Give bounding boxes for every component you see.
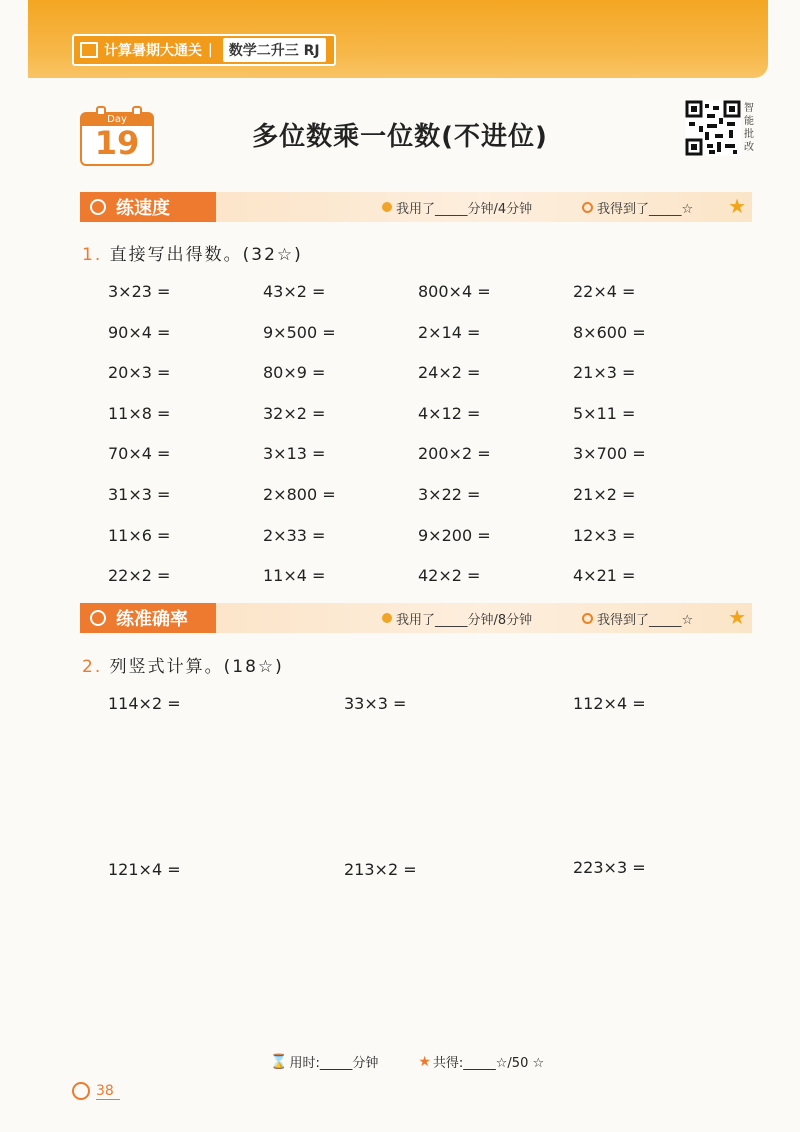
calc-item: 42×2 =	[418, 566, 481, 586]
question-2	[82, 652, 284, 677]
calc-item: 11×8 =	[108, 403, 171, 423]
top-banner	[28, 0, 768, 78]
series-title: 计算暑期大通关	[104, 43, 202, 59]
check-icon	[582, 613, 593, 624]
calc-item: 31×3 =	[108, 484, 171, 504]
score-got-text: 我得到了_____☆	[597, 201, 694, 217]
stopwatch-icon	[90, 199, 106, 215]
section-accuracy-label	[80, 603, 216, 633]
calc-item: 5×11 =	[573, 403, 636, 423]
calc-item: 90×4 =	[108, 322, 171, 342]
calc-item: 43×2 =	[263, 282, 326, 301]
calc-item: 3×700 =	[573, 444, 646, 464]
star-icon: ★	[728, 194, 746, 218]
time-used	[382, 192, 532, 222]
calc-item: 2×33 =	[263, 525, 326, 545]
section-accuracy-title: 练准确率	[116, 609, 188, 630]
check-icon	[582, 202, 593, 213]
grid-row	[108, 566, 728, 607]
star-icon: ★	[728, 605, 746, 629]
grid-row	[108, 363, 728, 404]
question-number: 1.	[82, 245, 103, 265]
calc-item: 20×3 =	[108, 363, 171, 383]
grid-row	[108, 323, 728, 364]
vertical-calc-item: 121×4 =	[108, 860, 181, 879]
grade-label: 数学二升三 RJ	[223, 38, 326, 62]
question-number: 2.	[82, 657, 103, 677]
vertical-calc-item: 223×3 =	[573, 858, 646, 877]
page-number-block	[72, 1082, 120, 1100]
footer-summary	[270, 1052, 544, 1071]
grid-row	[108, 444, 728, 485]
page-number: 38	[96, 1083, 120, 1100]
vertical-calc-item: 213×2 =	[344, 860, 417, 879]
calc-item: 22×4 =	[573, 282, 636, 301]
calc-item: 3×22 =	[418, 484, 481, 504]
section-speed-band	[80, 192, 752, 222]
page-title: 多位数乘一位数(不进位)	[252, 122, 548, 152]
calc-item: 2×14 =	[418, 322, 481, 342]
calc-item: 9×500 =	[263, 322, 336, 342]
calc-item: 4×12 =	[418, 403, 481, 423]
clock-icon	[382, 202, 392, 212]
vertical-calc-item: 112×4 =	[573, 694, 646, 713]
calc-item: 11×6 =	[108, 525, 171, 545]
day-number: 19	[94, 124, 140, 162]
qr-code-icon	[685, 100, 741, 156]
vertical-calc-item: 33×3 =	[344, 694, 407, 713]
question-text: 列竖式计算。(18☆)	[109, 657, 284, 677]
calc-item: 3×13 =	[263, 444, 326, 464]
calc-item: 3×23 =	[108, 282, 171, 301]
time-used-text: 我用了_____分钟/4分钟	[396, 201, 533, 217]
time-used-text: 我用了_____分钟/8分钟	[396, 612, 533, 628]
question-text: 直接写出得数。(32☆)	[109, 245, 303, 265]
calc-item: 11×4 =	[263, 566, 326, 586]
grid-row	[108, 526, 728, 567]
score-got	[582, 603, 693, 633]
grid-row	[108, 404, 728, 445]
target-icon	[90, 610, 106, 626]
calc-item: 2×800 =	[263, 484, 336, 504]
hourglass-icon: ⌛	[270, 1053, 288, 1070]
day-label: Day	[82, 114, 152, 126]
calc-item: 24×2 =	[418, 363, 481, 383]
score-got	[582, 192, 693, 222]
separator: |	[208, 42, 213, 58]
book-icon	[80, 42, 98, 58]
star-icon: ★	[418, 1053, 431, 1070]
calc-item: 22×2 =	[108, 566, 171, 586]
question-1	[82, 240, 303, 265]
calc-item: 8×600 =	[573, 322, 646, 342]
oral-calc-grid	[108, 282, 728, 607]
sun-icon	[72, 1082, 90, 1100]
section-accuracy-band	[80, 603, 752, 633]
footer-total: 共得:_____☆/50 ☆	[432, 1056, 545, 1071]
calc-item: 32×2 =	[263, 403, 326, 423]
time-used	[382, 603, 532, 633]
score-got-text: 我得到了_____☆	[597, 612, 694, 628]
calc-item: 200×2 =	[418, 444, 491, 464]
clock-icon	[382, 613, 392, 623]
grid-row	[108, 485, 728, 526]
calc-item: 12×3 =	[573, 525, 636, 545]
qr-label: 智能批改	[744, 103, 754, 153]
calc-item: 80×9 =	[263, 363, 326, 383]
section-speed-title: 练速度	[116, 198, 170, 219]
calc-item: 800×4 =	[418, 282, 491, 301]
section-speed-label	[80, 192, 216, 222]
grid-row	[108, 282, 728, 323]
book-series-tag	[72, 34, 336, 66]
calc-item: 4×21 =	[573, 566, 636, 586]
calc-item: 70×4 =	[108, 444, 171, 464]
footer-time: 用时:_____分钟	[289, 1056, 379, 1071]
vertical-calc-item: 114×2 =	[108, 694, 181, 713]
calc-item: 21×2 =	[573, 484, 636, 504]
calc-item: 21×3 =	[573, 363, 636, 383]
calc-item: 9×200 =	[418, 525, 491, 545]
